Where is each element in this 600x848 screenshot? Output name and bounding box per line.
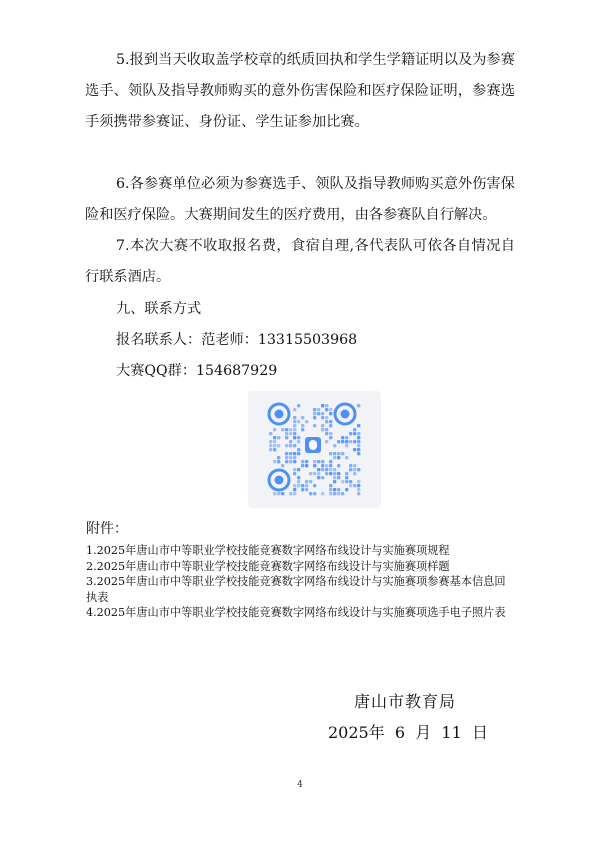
qr-module [321,424,324,427]
qr-module [297,484,300,487]
qr-module [313,484,316,487]
qr-module [285,456,288,459]
qr-module [309,492,312,495]
qr-module [269,448,272,451]
qr-module [337,456,340,459]
qr-module [297,448,300,451]
qr-module [337,488,340,491]
qr-module [297,420,300,423]
qr-module [325,464,328,467]
qr-module [305,488,308,491]
qr-module [357,492,360,495]
qr-module [273,444,276,447]
qr-module [297,404,300,407]
qr-module [357,424,360,427]
qr-module [273,428,276,431]
qr-module [325,472,328,475]
qr-module [345,480,348,483]
attachments-title: 附件： [86,521,128,537]
qr-module [273,436,276,439]
qr-module [341,480,344,483]
qr-module [301,416,304,419]
qr-module [293,408,296,411]
qr-module [333,476,336,479]
qr-module [333,452,336,455]
qr-module [317,468,320,471]
qr-module [333,480,336,483]
qr-module [337,452,340,455]
qr-module [281,428,284,431]
qr-module [317,476,320,479]
qr-module [333,444,336,447]
qr-module [353,440,356,443]
qr-module [329,492,332,495]
qr-module [329,420,332,423]
paragraph-fees: 7.本次大赛不收取报名费，食宿自理,各代表队可依各自情况自行联系酒店。 [85,238,515,285]
qr-module [297,468,300,471]
qr-module [333,492,336,495]
qr-module [345,436,348,439]
qr-module [289,428,292,431]
qr-module [313,412,316,415]
qr-module [337,492,340,495]
qr-module [357,484,360,487]
qr-module [293,468,296,471]
qr-module [337,476,340,479]
qr-module [285,436,288,439]
qr-finder-top-right [335,404,355,424]
qr-module [357,468,360,471]
qr-module [317,408,320,411]
qr-module [293,444,296,447]
qr-module [289,444,292,447]
qr-module [277,436,280,439]
qr-module [277,492,280,495]
qr-module [353,428,356,431]
paragraph-registration-documents: 5.报到当天收取盖学校章的纸质回执和学生学籍证明以及为参赛选手、领队及指导教师购买的意外伤害保险和医疗保险证明，参赛选手须携带参赛证、身份证、学生证参加比赛。 [85,52,515,130]
attachment-item: 1.2025年唐山市中等职业学校技能竞赛数字网络布线设计与实施赛项规程 [86,544,450,557]
qr-module [317,412,320,415]
qr-module [345,440,348,443]
qr-module [273,440,276,443]
qr-module [313,472,316,475]
qr-module [321,416,324,419]
qr-module [301,424,304,427]
qr-module [349,440,352,443]
qr-module [269,440,272,443]
qr-module [357,452,360,455]
qr-module [293,456,296,459]
qr-module [301,460,304,463]
qr-module [289,432,292,435]
qr-module [329,484,332,487]
qr-module [333,468,336,471]
qr-module [341,436,344,439]
attachments-list [86,543,516,621]
qr-module [345,488,348,491]
qr-module [293,460,296,463]
qr-module [321,476,324,479]
qr-module [329,460,332,463]
qr-module [293,484,296,487]
qr-module [353,464,356,467]
qr-module [337,440,340,443]
qr-module [317,460,320,463]
qr-module [285,428,288,431]
qr-module [293,436,296,439]
qr-module [333,456,336,459]
qr-module [309,472,312,475]
qr-module [321,492,324,495]
qr-module [273,460,276,463]
qq-group-qr-code [248,391,381,508]
qr-module [289,452,292,455]
qr-module [293,428,296,431]
qr-module [321,468,324,471]
qr-module [329,452,332,455]
qr-module [357,448,360,451]
qr-module [329,472,332,475]
qr-module [285,444,288,447]
contact-heading: 九、联系方式 [116,301,202,317]
qr-module [309,480,312,483]
registration-contact: 报名联系人：范老师：13315503968 [116,332,358,348]
qr-module [313,464,316,467]
qr-module [297,480,300,483]
qr-module [357,432,360,435]
qr-module [289,492,292,495]
qr-module [289,440,292,443]
qr-module [333,472,336,475]
qr-module [305,480,308,483]
qr-module [293,424,296,427]
qr-module [281,492,284,495]
qr-module [305,484,308,487]
qr-module [329,468,332,471]
qr-module [329,464,332,467]
qr-module [293,472,296,475]
qr-module [325,408,328,411]
qr-module [329,488,332,491]
qr-module [349,468,352,471]
qr-finder-top-left [269,404,289,424]
qr-module [317,472,320,475]
qr-finder-bottom-left [269,470,289,490]
qr-module [325,420,328,423]
qr-module [349,480,352,483]
attachment-item: 4.2025年唐山市中等职业学校技能竞赛数字网络布线设计与实施赛项选手电子照片表 [86,606,506,619]
qr-module [357,444,360,447]
qr-module [357,404,360,407]
qr-module [297,476,300,479]
attachment-item: 3.2025年唐山市中等职业学校技能竞赛数字网络布线设计与实施赛项参赛基本信息回执表 [86,575,506,604]
qr-module [341,440,344,443]
qr-module [285,432,288,435]
qr-module [349,432,352,435]
qr-module [297,436,300,439]
qr-module [329,412,332,415]
qr-module [277,460,280,463]
qr-module [329,436,332,439]
qr-module [321,428,324,431]
qr-module [301,464,304,467]
qr-module [273,492,276,495]
qr-module [321,404,324,407]
paragraph-insurance: 6.各参赛单位必须为参赛选手、领队及指导教师购买意外伤害保险和医疗保险。大赛期间发生的医疗费用，由各参赛队自行解决。 [85,176,515,223]
qr-module [337,472,340,475]
qr-module [293,452,296,455]
qr-module [297,440,300,443]
qr-module [301,488,304,491]
qr-module [269,444,272,447]
qr-module [353,472,356,475]
qr-module [341,452,344,455]
qr-module [329,408,332,411]
qr-module [349,484,352,487]
qr-code-graphic [248,391,381,508]
qr-module [313,408,316,411]
issuing-organization: 唐山市教育局 [354,692,457,711]
qr-module [341,492,344,495]
qr-module [289,456,292,459]
qr-module [357,480,360,483]
qr-module [325,440,328,443]
qr-module [277,444,280,447]
qr-module [289,460,292,463]
qr-module [325,428,328,431]
qr-module [293,432,296,435]
qr-module [357,440,360,443]
qr-module [353,484,356,487]
qr-module [281,464,284,467]
attachment-item: 2.2025年唐山市中等职业学校技能竞赛数字网络布线设计与实施赛项样题 [86,559,450,573]
qr-module [313,460,316,463]
qr-module [349,464,352,467]
qr-module [345,456,348,459]
qr-module [353,432,356,435]
qr-module [305,460,308,463]
qr-module [293,492,296,495]
qr-module [321,464,324,467]
qr-module [305,420,308,423]
qr-module [333,488,336,491]
qr-module [325,404,328,407]
qr-module [297,452,300,455]
qr-module [321,412,324,415]
qr-module [329,424,332,427]
qr-module [321,460,324,463]
qr-module [269,432,272,435]
qq-group: 大赛QQ群：154687929 [116,363,278,379]
qr-module [305,464,308,467]
qr-module [325,416,328,419]
qr-module [357,436,360,439]
qr-module [293,420,296,423]
qr-module [345,476,348,479]
qr-module [293,416,296,419]
qr-module [301,428,304,431]
qr-module [313,424,316,427]
qr-module [353,448,356,451]
qr-module [293,488,296,491]
qr-module [277,456,280,459]
qr-module [329,432,332,435]
qr-module [313,416,316,419]
qr-module [325,468,328,471]
qr-module [285,460,288,463]
qr-module [301,484,304,487]
qr-module [345,444,348,447]
page-number: 4 [297,780,303,790]
qr-module [345,472,348,475]
qr-module [353,468,356,471]
qr-module [273,448,276,451]
qr-module [357,488,360,491]
qr-module [337,464,340,467]
issue-date: 2025年 6 月 11 日 [328,723,488,742]
qr-module [325,432,328,435]
qr-module [285,452,288,455]
qr-module [313,492,316,495]
